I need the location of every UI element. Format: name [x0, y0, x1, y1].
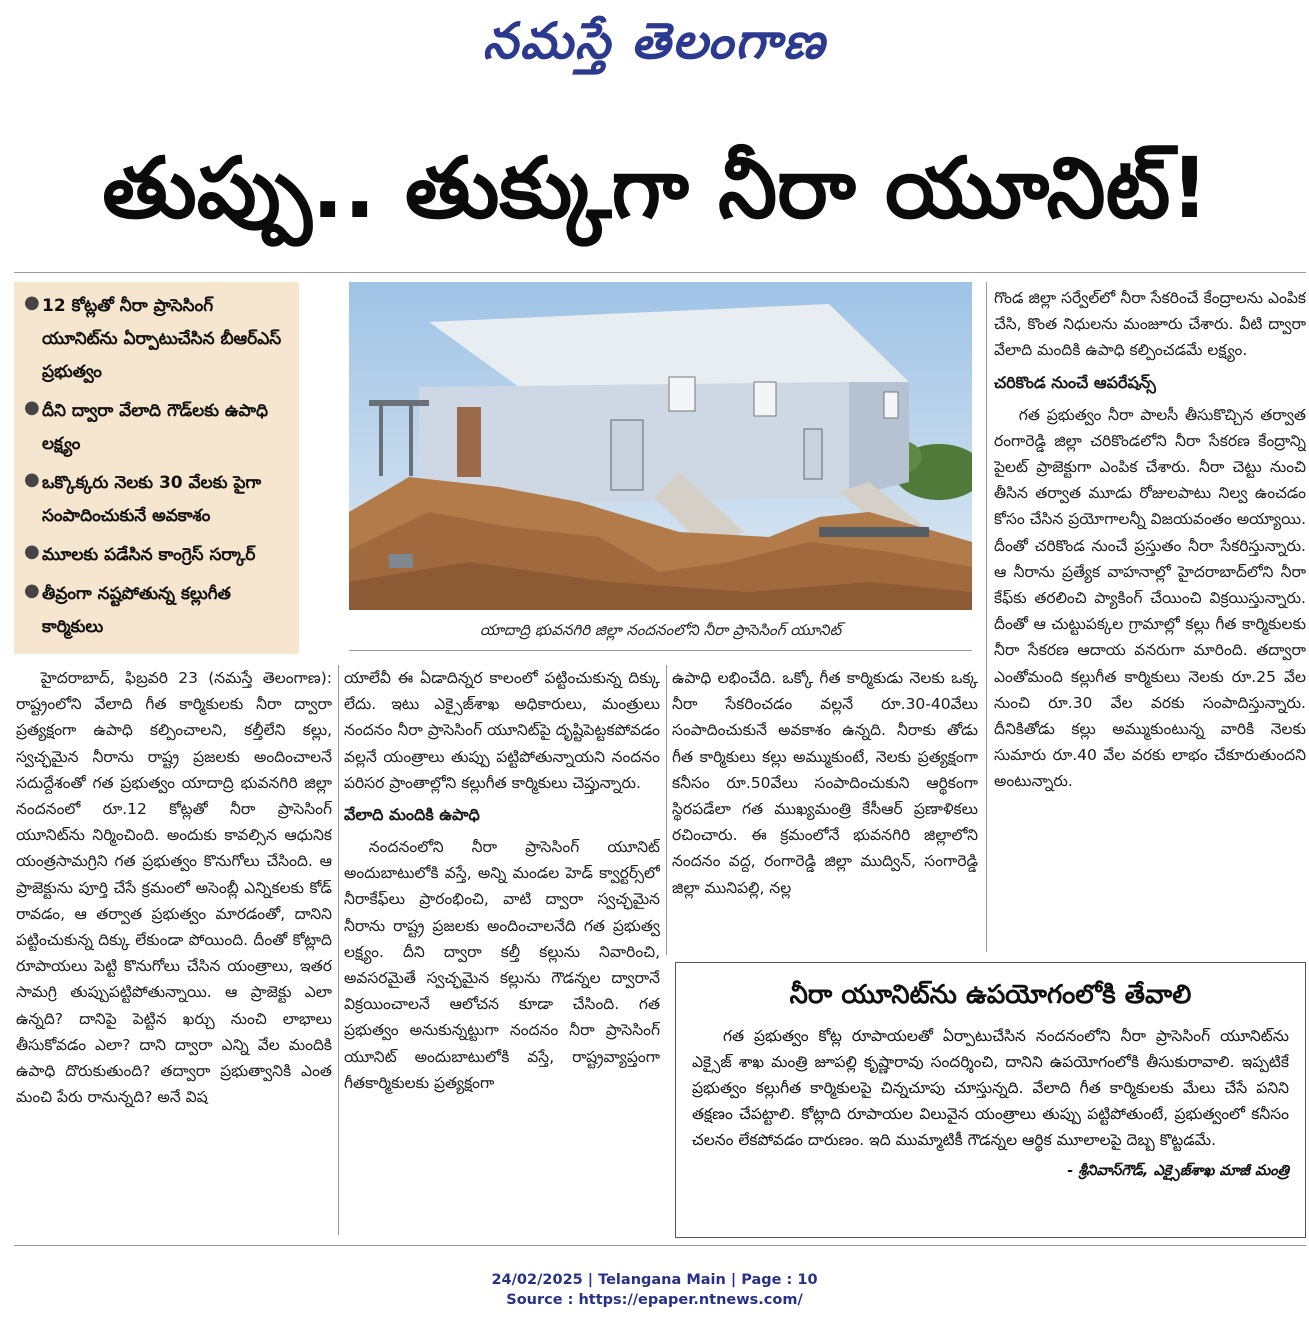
article-column-1 — [16, 665, 332, 1235]
footer-source[interactable]: Source : https://epaper.ntnews.com/ — [506, 1292, 803, 1308]
bullet-icon: ● — [24, 469, 40, 490]
bullet-icon: ● — [24, 580, 40, 601]
article-paragraph: నందనంలోని నీరా ప్రాసెసింగ్ యూనిట్ అందుబాటులోకి వస్తే, అన్ని మండల హెడ్ క్వార్టర్స్‌లో నీరాకేఫ్‌లు ప్రారంభించి, వాటి ద్వారా స్వచ్ఛమైన నీరాను రాష్ట్ర ప్రజలకు అందించాలనేది గత ప్రభుత్వ లక్ష్యం. దీని ద్వారా కల్తీ కల్లును నివారించి, అవసరమైతే స్వచ్ఛమైన కల్లును గౌడన్నల ద్వారానే విక్రయించాలనే ఆలోచన కూడా చేసింది. గత ప్రభుత్వం అనుకున్నట్టుగా నందనం నీరా ప్రాసెసింగ్ యూనిట్ అందుబాటులోకి వస్తే, రాష్ట్రవ్యాప్తంగా గీతకార్మికులకు ప్రత్యక్షంగా — [344, 838, 660, 1092]
highlight-text: దీని ద్వారా వేలాది గౌడ్‌లకు ఉపాధి లక్ష్యం — [42, 401, 268, 454]
news-photo — [349, 282, 972, 610]
quote-body: గత ప్రభుత్వం కోట్ల రూపాయలతో ఏర్పాటుచేసిన నందనంలోని నీరా ప్రాసెసింగ్ యూనిట్‌ను ఎక్సైజ్ శాఖ మంత్రి జూపల్లి కృష్ణారావు సందర్శించి, దానిని ఉపయోగంలోకి తీసుకురావాలి. ఇప్పటికే ప్రభుత్వం కల్లుగీత కార్మికులపై చిన్నచూపు చూస్తున్నది. వేలాది గీత కార్మికులకు మేలు చేసే పనిని తక్షణం చేపట్టాలి. కోట్లాది రూపాయల విలువైన యంత్రాలు తుప్పు పట్టిపోతుంటే, ప్రభుత్వంలో కనీసం చలనం లేకపోవడం దారుణం. ఇది ముమ్మాటికీ గౌడన్నల ఆర్థిక మూలాలపై దెబ్బ కొట్టడమే. — [692, 1027, 1289, 1149]
footer — [0, 1270, 1309, 1310]
article-column-3 — [672, 665, 978, 955]
highlight-item — [24, 578, 289, 644]
highlight-text: ఒక్కొక్కరు నెలకు 30 వేలకు పైగా సంపాదించుకునే అవకాశం — [42, 473, 262, 526]
article-column-4 — [994, 285, 1306, 955]
article-paragraph: యాలేవీ ఈ ఏడాదిన్నర కాలంలో పట్టించుకున్న దిక్కు లేదు. ఇటు ఎక్సైజ్‌శాఖ అధికారులు, మంత్రులు నందనం నీరా ప్రాసెసింగ్ యూనిట్‌పై దృష్టిపెట్టకపోవడం వల్లనే యంత్రాలు తుప్పు పట్టిపోతున్నాయని నందనం పరిసర ప్రాంతాల్లోని కల్లుగీత కార్మికులు చెప్తున్నారు. — [344, 669, 660, 792]
column-divider — [338, 665, 339, 1235]
article-paragraph: ఉపాధి లభించేది. ఒక్కో గీత కార్మికుడు నెలకు ఒక్క నీరా సేకరించడం వల్లనే రూ.30-40వేలు సంపాదించుకునే అవకాశం ఉన్నది. నీరాకు తోడు గీత కార్మికులు కల్లు అమ్ముకుంటే, నెలకు ప్రత్యక్షంగా కనీసం రూ.50వేలు సంపాదించుకుని ఆర్థికంగా స్థిరపడేలా గత ముఖ్యమంత్రి కేసీఆర్ ప్రణాళికలు రచించారు. ఈ క్రమంలోనే భువనగిరి జిల్లాలోని నందనం వద్ద, రంగారెడ్డి జిల్లా ముద్విన్, సంగారెడ్డి జిల్లా మునిపల్లి, నల్ల — [672, 669, 978, 897]
masthead — [0, 6, 1309, 76]
highlights-box — [14, 282, 299, 654]
column-divider — [666, 665, 667, 955]
bottom-divider — [14, 1245, 1306, 1246]
sub-heading: చరికొండ నుంచే ఆపరేషన్స్ — [994, 372, 1156, 392]
footer-date-edition: 24/02/2025 | Telangana Main | Page : 10 — [491, 1272, 818, 1288]
article-column-2 — [344, 665, 660, 1240]
article-paragraph: హైదరాబాద్, ఫిబ్రవరి 23 (నమస్తే తెలంగాణ): రాష్ట్రంలోని వేలాది గీత కార్మికులకు నీరా ద్వారా ప్రత్యక్షంగా ఉపాధి కల్పించాలని, కల్తీలేని కల్లు, స్వచ్ఛమైన నీరాను రాష్ట్ర ప్రజలకు అందించాలనే సదుద్దేశంతో గత ప్రభుత్వం యాదాద్రి భువనగిరి జిల్లా నందనంలో రూ.12 కోట్లతో నీరా ప్రాసెసింగ్ యూనిట్‌ను నిర్మించింది. అందుకు కావల్సిన ఆధునిక యంత్రసామగ్రిని గత ప్రభుత్వం కొనుగోలు చేసింది. ఆ ప్రాజెక్టును పూర్తి చేసే క్రమంలో అసెంబ్లీ ఎన్నికలకు కోడ్ రావడం, ఆ తర్వాత ప్రభుత్వం మారడంతో, దానిని పట్టించుకున్న దిక్కు లేకుండా పోయింది. దీంతో కోట్లాది రూపాయలు పెట్టి కొనుగోలు చేసిన యంత్రాలు, ఇతర సామగ్రి తుప్పుపట్టిపోతున్నాయి. ఆ ప్రాజెక్టు ఎలా ఉన్నది? దానిపై పెట్టిన ఖర్చు నుంచి లాభాలు తీసుకోవడం ఎలా? దాని ద్వారా ఎన్ని వేల మందికి ఉపాధి దొరుకుతుంది? తద్వారా ప్రభుత్వానికి ఎంత మంచి పేరు రానున్నది? అనే విష — [16, 669, 332, 1107]
bullet-icon: ● — [24, 397, 40, 418]
highlight-text: మూలకు పడేసిన కాంగ్రెస్ సర్కార్ — [42, 545, 256, 565]
newspaper-name: నమస్తే తెలంగాణ — [482, 11, 827, 70]
bullet-icon: ● — [24, 541, 40, 562]
highlight-item — [24, 395, 289, 461]
top-divider — [14, 272, 1306, 273]
highlight-item — [24, 539, 289, 572]
caption-divider — [349, 650, 972, 651]
article-paragraph: గొండ జిల్లా సర్వేల్‌లో నీరా సేకరించే కేంద్రాలను ఎంపిక చేసి, కొంత నిధులను మంజూరు చేశారు. వీటి ద్వారా వేలాది మందికి ఉపాధి కల్పించడమే లక్ష్యం. — [994, 289, 1306, 360]
quote-author: - శ్రీనివాస్‌గౌడ్, ఎక్సైజ్‌శాఖ మాజీ మంత్రి — [1067, 1163, 1289, 1179]
article-paragraph: గత ప్రభుత్వం నీరా పాలసీ తీసుకొచ్చిన తర్వాత రంగారెడ్డి జిల్లా చరికొండలోని నీరా సేకరణ కేంద్రాన్ని పైలట్ ప్రాజెక్టుగా ఎంపిక చేశారు. నీరా చెట్టు నుంచి తీసిన తర్వాత మూడు రోజులపాటు నిల్వ ఉంచడం కోసం చేసిన ప్రయోగాలన్నీ విజయవంతం అయ్యాయి. దీంతో చరికొండ నుంచే ప్రస్తుతం నీరా సేకరిస్తున్నారు. ఆ నీరాను ప్రత్యేక వాహనాల్లో హైదరాబాద్‌లోని నీరా కేఫ్‌కు తరలించి ప్యాకింగ్ చేయించి విక్రయిస్తున్నారు. దీంతో ఆ చుట్టుపక్కల గ్రామాల్లో కల్లు గీత కార్మికులకు నీరా సేకరణ ఆదాయ వనరుగా మారింది. తద్వారా ఎంతోమంది కల్లుగీత కార్మికులు నెలకు రూ.25 వేల నుంచి రూ.30 వేల వరకు సంపాదిస్తున్నారు. దీనికితోడు కల్లు అమ్ముకుంటున్న వారికి నెలకు సుమారు రూ.40 వేల వరకు లాభం చేకూరుతుందని అంటున్నారు. — [994, 405, 1306, 791]
quote-title: నీరా యూనిట్‌ను ఉపయోగంలోకి తేవాలి — [789, 980, 1192, 1010]
highlight-item — [24, 290, 289, 389]
bullet-icon: ● — [24, 292, 40, 313]
highlight-text: 12 కోట్లతో నీరా ప్రాసెసింగ్ యూనిట్‌ను ఏర్పాటుచేసిన బీఆర్‌ఎస్ ప్రభుత్వం — [42, 296, 282, 382]
photo-caption: యాదాద్రి భువనగిరి జిల్లా నందనంలోని నీరా ప్రాసెసింగ్ యూనిట్ — [479, 621, 842, 639]
highlight-item — [24, 467, 289, 533]
headline: తుప్పు.. తుక్కుగా నీరా యూనిట్! — [102, 139, 1209, 237]
sub-heading: వేలాది మందికి ఉపాధి — [344, 805, 480, 825]
highlight-text: తీవ్రంగా నష్టపోతున్న కల్లుగీత కార్మికులు — [42, 584, 231, 637]
quote-box — [675, 962, 1306, 1238]
column-divider — [986, 282, 987, 952]
